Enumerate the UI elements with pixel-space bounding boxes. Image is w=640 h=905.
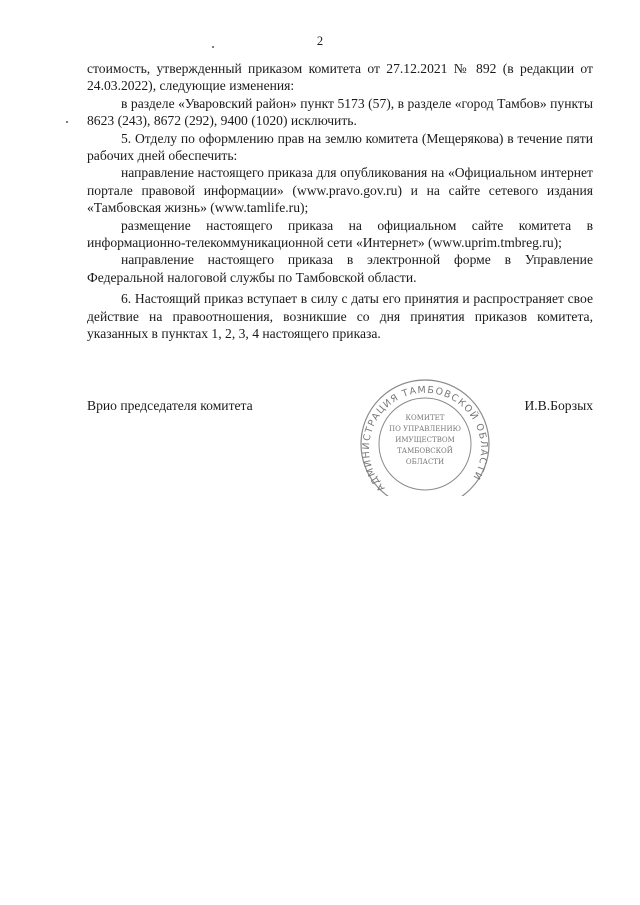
official-seal	[345, 376, 495, 496]
signatory-position: Врио председателя комитета	[87, 398, 253, 413]
scan-speck	[66, 121, 68, 123]
seal-line: ОБЛАСТИ	[405, 458, 445, 466]
paragraph: 5. Отделу по оформлению прав на землю комитета (Мещерякова) в течение пяти рабочих дней обеспечить:	[87, 130, 593, 164]
document-body	[87, 60, 593, 343]
paragraph: стоимость, утвержденный приказом комитета от 27.12.2021 № 892 (в редакции от 24.03.2022), следующие изменения:	[87, 61, 593, 94]
signatory-name: И.В.Борзых	[524, 398, 593, 413]
page-number: 2	[316, 34, 324, 48]
paragraph: 6. Настоящий приказ вступает в силу с даты его принятия и распространяет свое действие на правоотношения, возникшие со дня принятия приказов комитета, указанных в пунктах 1, 2, 3, 4 настоящего приказа.	[87, 291, 593, 342]
paragraph: в разделе «Уваровский район» пункт 5173 (57), в разделе «город Тамбов» пункты 8623 (243), 8672 (292), 9400 (1020) исключить.	[87, 95, 593, 129]
seal-line: ПО УПРАВЛЕНИЮ	[389, 425, 461, 433]
seal-line: КОМИТЕТ	[405, 414, 445, 422]
paragraph: размещение настоящего приказа на официальном сайте комитета в информационно-телекоммуникационной сети «Интернет» (www.uprim.tmbreg.ru);	[87, 217, 593, 251]
paragraph: направление настоящего приказа для опубликования на «Официальном интернет портале правовой информации» (www.pravo.gov.ru) и на сайте сетевого издания «Тамбовская жизнь» (www.tamlife.ru);	[87, 165, 593, 216]
seal-line: ТАМБОВСКОЙ	[397, 447, 453, 455]
seal-line: ИМУЩЕСТВОМ	[395, 436, 455, 444]
signature-block	[87, 398, 593, 418]
paragraph: направление настоящего приказа в электронной форме в Управление Федеральной налоговой службы по Тамбовской области.	[87, 252, 593, 285]
seal-outer-text: АДМИНИСТРАЦИЯ ТАМБОВСКОЙ ОБЛАСТИ	[360, 384, 490, 494]
